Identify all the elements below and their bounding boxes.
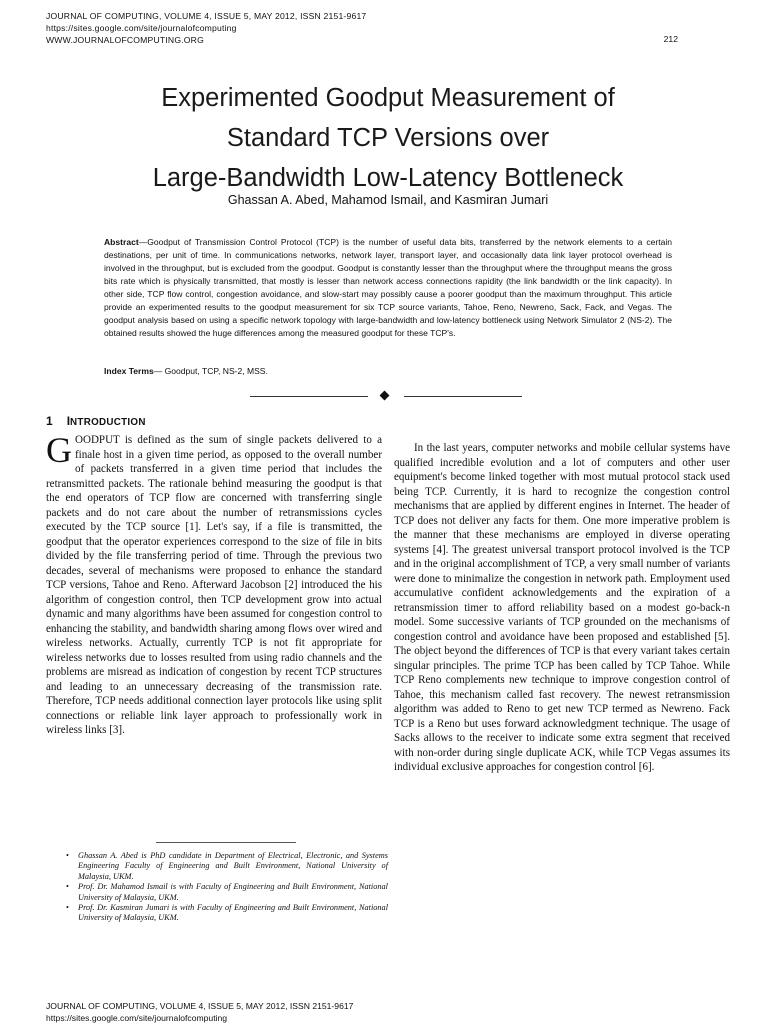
footnote-text: Prof. Dr. Kasmiran Jumari is with Faculty of Engineering and Built Environment, National University of Malaysia, UKM. [78, 903, 388, 923]
bullet-icon: • [66, 882, 69, 892]
section-title-rest: NTRODUCTION [70, 417, 146, 428]
divider-right-rule [404, 396, 522, 397]
footnotes [58, 851, 388, 924]
header-web-line: WWW.JOURNALOFCOMPUTING.ORG [46, 35, 204, 45]
title-line-2: Standard TCP Versions over [226, 124, 550, 152]
drop-cap: G [46, 430, 72, 470]
right-column-paragraph: In the last years, computer networks and mobile cellular systems have qualified incredible evolution and a lot of computers and other user equipment's become linked together with most mutual protocol stack used being TCP. Currently, it is hard to recognize the congestion control mechanisms that are applied by different engines in Internet. The header of TCP does not deliver any facts for them. One more imperative problem is the manner that these mechanisms are employed in diverse operating systems [4]. The greatest universal transport protocol involved is the TCP and in the original accomplishment of TCP, a very small number of variants were done to minimalize the congestion in network path. Employment used accumulative confident acknowledgements and the expiration of a retransmission timer to afford reliability based on a modest go-back-n model. Some successive variants of TCP grounded on the mechanisms of congestion control and avoidance have been proposed and established [5]. The object beyond the differences of TCP is that every variant takes certain singular principles. The prime TCP has been called by TCP Tahoe. While TCP Reno complements new technique to improve congestion control of Tahoe, this mechanism called fast recovery. The newest retransmission algorithm was added to Reno to get new TCP termed as Newreno. Fack TCP is a Reno but uses forward acknowledgment technique. The usage of Sacks allows to the receiver to indicate some extra segment that received with non-order during single duplicate ACK, while TCP Vegas assumes its individual exclusive approaches for congestion control [6]. [394, 442, 730, 773]
diamond-icon [380, 391, 390, 401]
abstract-text: —Goodput of Transmission Control Protocol (TCP) is the number of useful data bits, transferred by the network elements to a certain destinations, per unit of time. In communications networks, network layer, transport layer, and occasionally data link layer protocol overhead is involved in the throughput, but is excluded from the goodput. Goodput is constantly lesser than the throughput where the throughput means the gross bits rate which is physically transmitted, that mostly is lesser than network access connections rapidity (the link bandwidth or the link capacity). In other side, TCP flow control, congestion avoidance, and slow-start may possibly cause a poorer goodput than the maximum throughput. This article provide an experimented results to the goodput measurement for six TCP source variants, Tahoe, Reno, Newreno, Sack, Fack, and Vegas. The goodput analysis based on using a specific network topology with large-bandwidth and low-latency bottleneck using Network Simulator 2 (NS-2). The obtained results showed the huge differences among the measured goodput for these TCP's. [104, 237, 672, 338]
header-journal-line: JOURNAL OF COMPUTING, VOLUME 4, ISSUE 5, MAY 2012, ISSN 2151-9617 [46, 11, 367, 21]
footer-url-line: https://sites.google.com/site/journalofcomputing [46, 1013, 228, 1023]
index-terms [104, 366, 268, 376]
section-heading [46, 414, 146, 428]
divider-left-rule [250, 396, 368, 397]
footnote-item [58, 851, 388, 882]
header-url-line: https://sites.google.com/site/journalofcomputing [46, 23, 237, 33]
abstract [104, 236, 672, 340]
page-number: 212 [663, 34, 678, 44]
paper-title [60, 78, 716, 198]
bullet-icon: • [66, 903, 69, 913]
abstract-label: Abstract [104, 237, 139, 247]
title-line-3: Large-Bandwidth Low-Latency Bottleneck [152, 164, 624, 192]
section-title-initial: I [66, 414, 71, 428]
section-divider [250, 389, 522, 403]
index-terms-label: Index Terms [104, 366, 154, 376]
left-column-text [46, 430, 382, 738]
footnote-rule [156, 842, 296, 843]
title-line-1: Experimented Goodput Measurement of [161, 84, 615, 112]
author-list: Ghassan A. Abed, Mahamod Ismail, and Kasmiran Jumari [227, 193, 549, 207]
running-header [46, 10, 366, 46]
bullet-icon: • [66, 851, 69, 860]
left-column-body: is defined as the sum of single packets delivered to a finale host in a given time period, as opposed to the overall number of packets transferred in a given time period that includes the retransmitted packets. The rationale behind measuring the goodput is that the end operators of TCP flow are concerned with transferring single packets and do not care about the number of retransmissions cycles executed by the TCP source [1]. Let's say, if a file is transmitted, the goodput that the operator experiences correspond to the size of file in bits divided by the file transferring period of time. Through the previous two decades, several of mechanisms were proposed to enhance the standard TCP versions, Tahoe and Reno. Afterward Jacobson [2] introduced the his algorithm of congestion control, then TCP development grow into actual dynamic and many algorithms have been assumed for congestion control to enhancing the stability, and bandwidth sharing among flows over wired and wireless networks. Actually, currently TCP is not fit appropriate for wireless networks due to losses resulted from using radio channels and the problems are misread as indication of congestion by recent TCP structures and leading to an unnecessary decreasing of the transmission rate. Therefore, TCP needs additional connection layer protocols like using split connections or reliable link layer approach to professionally work in wireless links [3]. [46, 434, 382, 736]
index-terms-text: — Goodput, TCP, NS-2, MSS. [153, 366, 268, 376]
footnote-item [58, 903, 388, 924]
footer-journal-line: JOURNAL OF COMPUTING, VOLUME 4, ISSUE 5, MAY 2012, ISSN 2151-9617 [46, 1001, 354, 1011]
footnote-item [58, 882, 388, 903]
section-number: 1 [46, 414, 53, 428]
footnote-text: Ghassan A. Abed is PhD candidate in Department of Electrical, Electronic, and Systems Engineering Faculty of Engineering and Built Environment, National University of Malaysia, UKM. [78, 851, 388, 881]
footnote-text: Prof. Dr. Mahamod Ismail is with Faculty of Engineering and Built Environment, National University of Malaysia, UKM. [78, 882, 388, 902]
running-footer [46, 1000, 353, 1024]
right-column-text [394, 441, 730, 775]
lead-word: OODPUT [75, 434, 120, 446]
